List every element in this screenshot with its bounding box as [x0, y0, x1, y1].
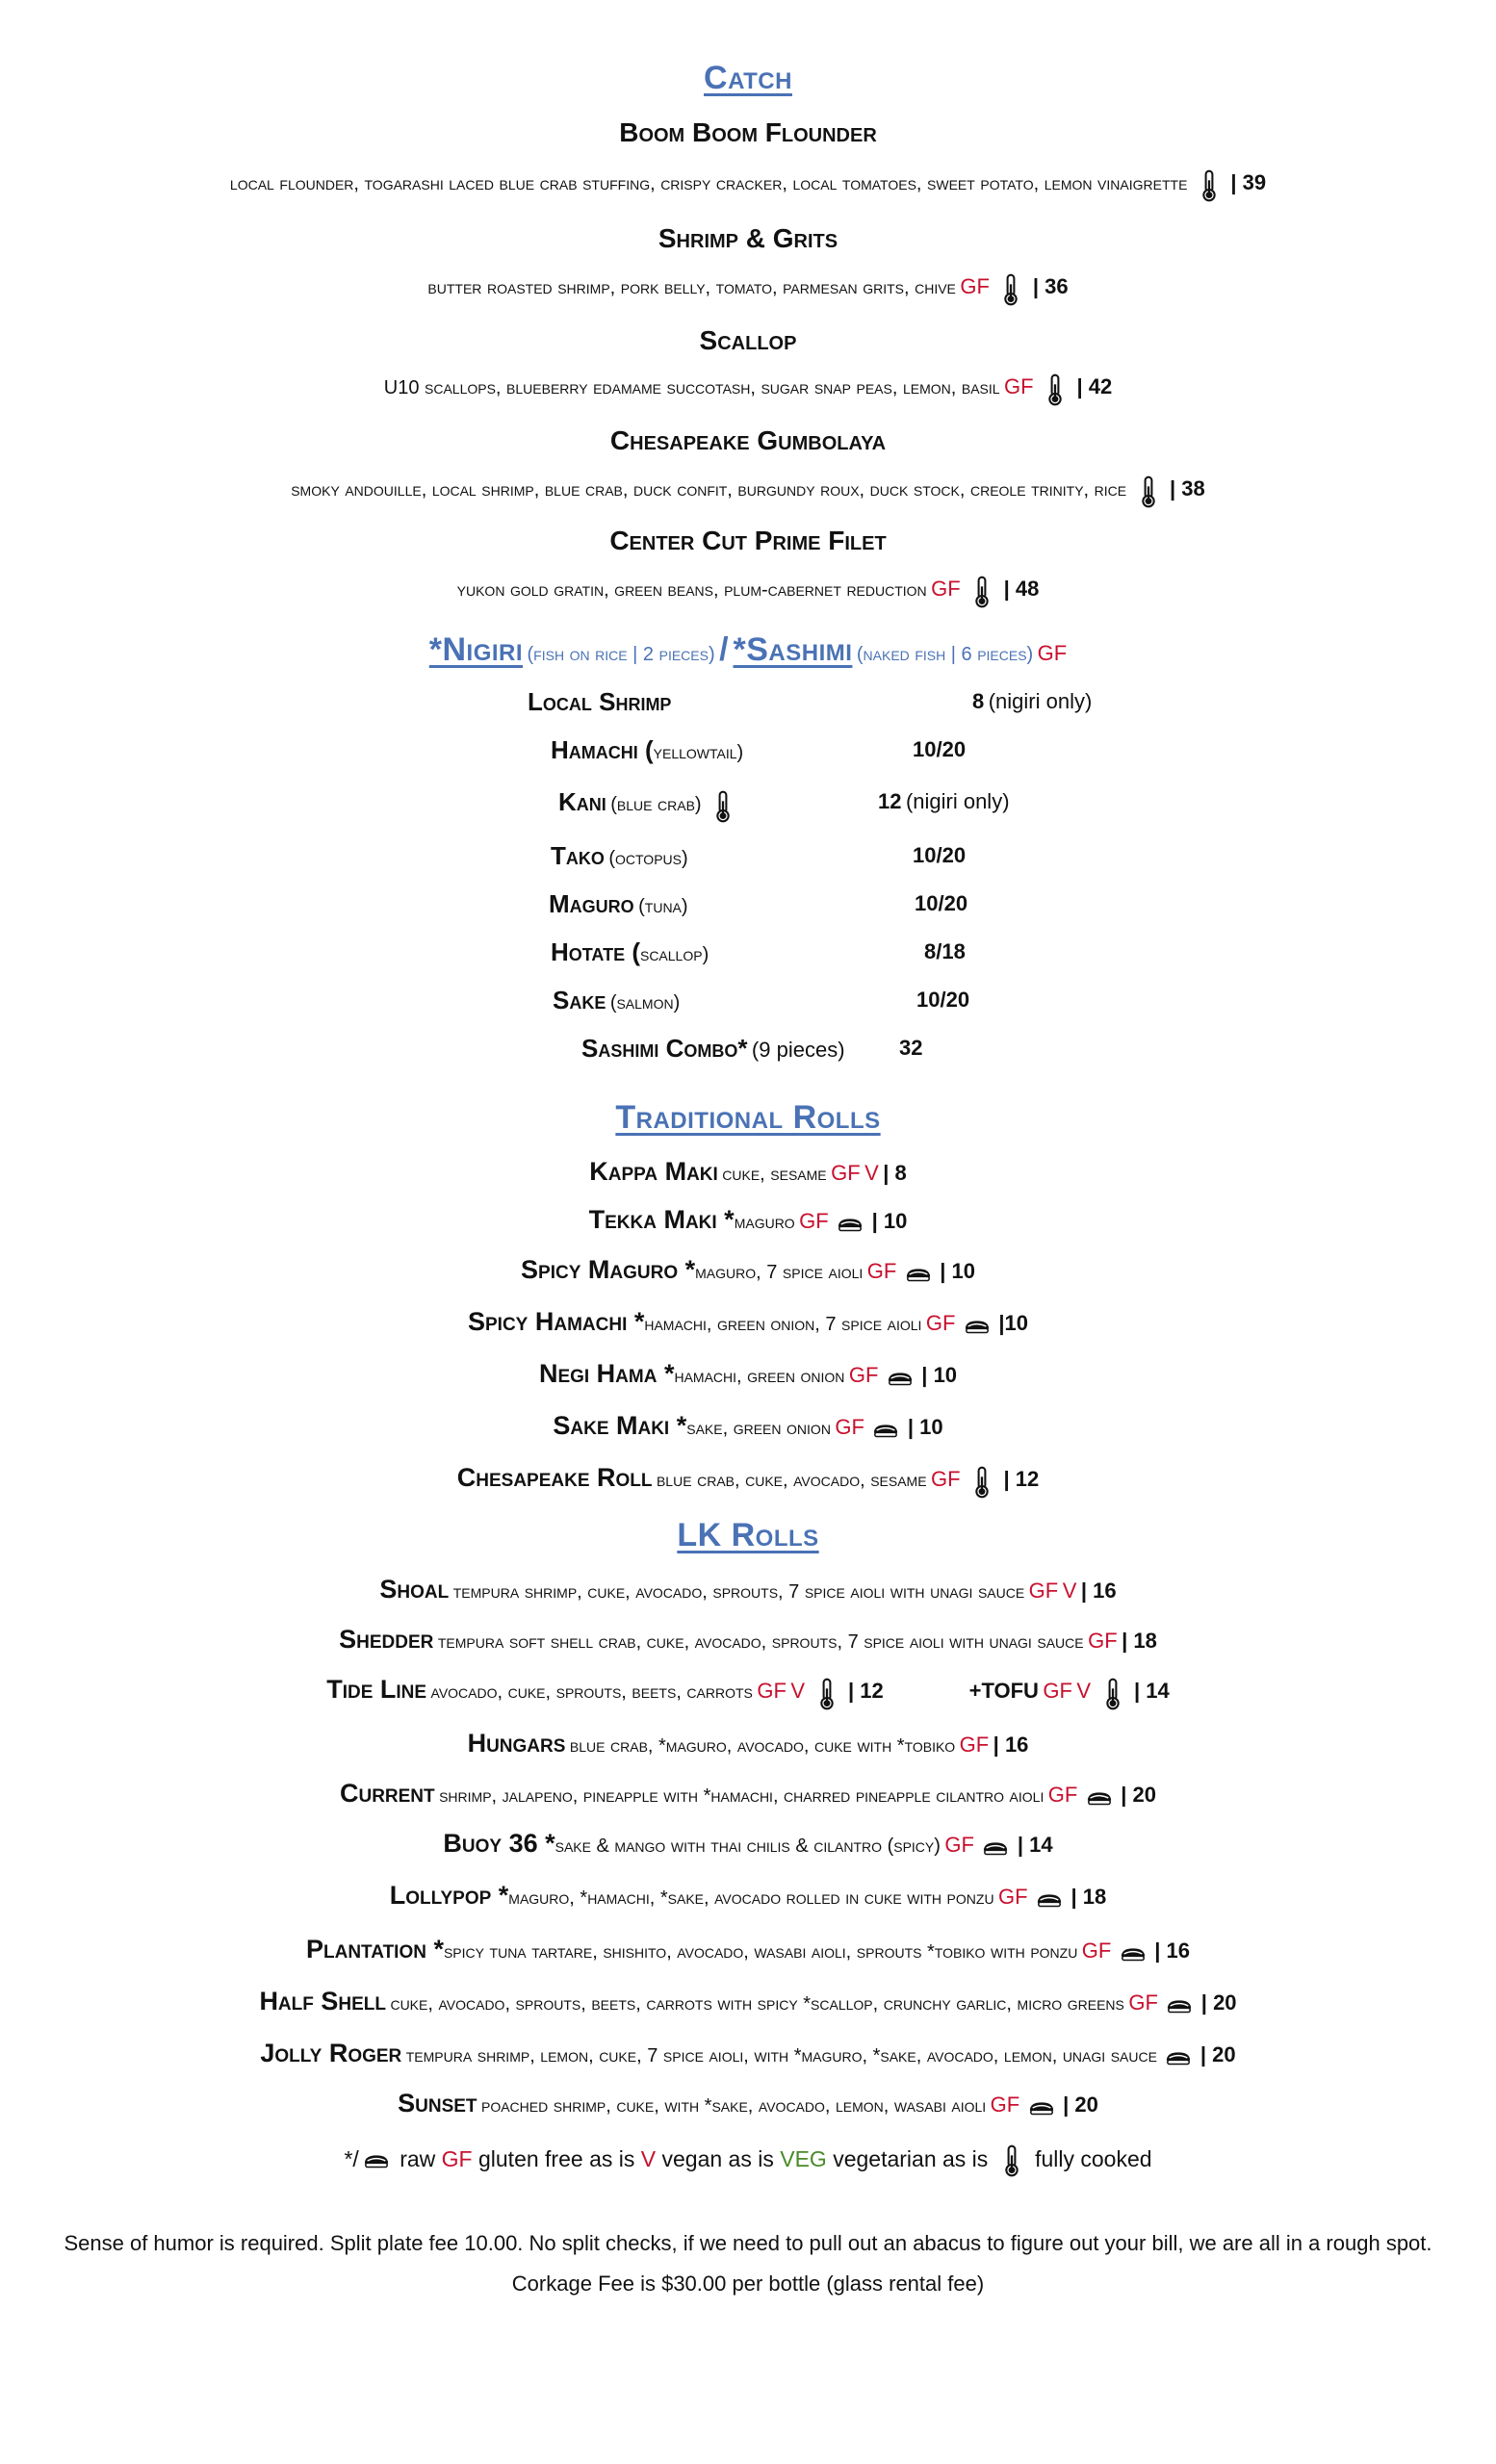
roll-name: Plantation *	[306, 1935, 444, 1964]
nigiri-item-note: scallop)	[639, 944, 709, 965]
nigiri-price-row	[972, 689, 1092, 714]
nigiri-price-row	[924, 939, 966, 964]
roll-row	[0, 1625, 1496, 1655]
gf-badge: GF	[931, 577, 961, 602]
roll-description: blue crab, *maguro, avocado, cuke with *tobiko	[569, 1735, 956, 1757]
roll-price: | 18	[1122, 1629, 1157, 1653]
roll-price: | 10	[871, 1209, 908, 1233]
nigiri-price-row	[913, 737, 966, 762]
roll-name: Negi Hama *	[538, 1359, 675, 1388]
roll-description: tempura shrimp, cuke, avocado, sprouts, 7 spice aioli with unagi sauce	[452, 1581, 1025, 1603]
roll-description: shrimp, jalapeno, pineapple with *hamachi, charred pineapple cilantro aioli	[439, 1785, 1045, 1807]
vegan-badge: V	[1062, 1578, 1077, 1603]
roll-price: | 12	[1003, 1467, 1040, 1491]
nigiri-item-price: 8	[972, 689, 985, 713]
legend-veg-text: vegetarian as is	[833, 2146, 989, 2172]
nigiri-subtitle: (fish on rice | 2 pieces)	[527, 644, 715, 665]
nigiri-item	[549, 889, 688, 919]
vegan-badge: V	[864, 1161, 879, 1185]
gf-badge: GF	[944, 1833, 974, 1857]
dish-description-row	[0, 169, 1496, 202]
nigiri-item	[553, 986, 680, 1015]
thermometer-icon	[1003, 273, 1019, 306]
roll-price: | 20	[1121, 1783, 1157, 1807]
gf-badge: GF	[931, 1467, 961, 1491]
roll-description: spicy tuna tartare, shishito, avocado, wasabi aioli, sprouts *tobiko with ponzu	[443, 1941, 1078, 1963]
sushi-icon	[905, 1266, 932, 1283]
thermometer-icon	[819, 1678, 835, 1710]
nigiri-item	[551, 937, 709, 967]
nigiri-item-note: (blue crab)	[610, 794, 702, 815]
thermometer-icon	[1141, 475, 1156, 508]
roll-row	[0, 1829, 1496, 1859]
dish-description: yukon gold gratin, green beans, plum-cabernet reduction	[456, 579, 927, 602]
dish-description: smoky andouille, local shrimp, blue crab, duck confit, burgundy roux, duck stock, creole trinity, rice	[291, 479, 1127, 501]
footer-policy: Sense of humor is required. Split plate fee 10.00. No split checks, if we need to pull out an abacus to figure out your bill, we are all in a rough spot.	[64, 2231, 1432, 2255]
dish-price: | 36	[1032, 274, 1069, 299]
roll-row	[0, 1205, 1496, 1235]
gf-badge: GF	[925, 1311, 956, 1335]
vegan-badge: V	[1076, 1679, 1092, 1703]
roll-price: | 8	[883, 1161, 907, 1185]
nigiri-item-name: Sake	[553, 986, 606, 1014]
dish-price: | 38	[1170, 476, 1205, 501]
nigiri-heading: *Nigiri	[428, 631, 524, 668]
roll-name: Sake Maki *	[553, 1411, 687, 1440]
nigiri-item-price: 10/20	[915, 891, 968, 915]
gf-badge: GF	[1047, 1783, 1078, 1807]
roll-price: | 20	[1200, 1990, 1237, 2015]
gf-badge: GF	[831, 1161, 861, 1185]
roll-name: Sunset	[398, 2089, 477, 2118]
thermometer-icon	[974, 576, 990, 608]
legend-vegan-badge: V	[640, 2146, 657, 2172]
nigiri-price-row	[878, 789, 1010, 814]
nigiri-item-name: Hamachi (	[551, 735, 654, 764]
roll-name: Spicy Maguro *	[521, 1255, 696, 1284]
roll-name: Shoal	[379, 1575, 450, 1604]
nigiri-item	[528, 687, 671, 717]
nigiri-item-price: 10/20	[913, 737, 967, 761]
roll-description: tempura shrimp, lemon, cuke, 7 spice aioli, with *maguro, *sake, avocado, lemon, unagi sauce	[405, 2045, 1157, 2066]
roll-name: Hungars	[467, 1729, 566, 1758]
sushi-icon	[363, 2152, 390, 2169]
thermometer-icon	[1105, 1678, 1121, 1710]
roll-row	[0, 1779, 1496, 1809]
roll-name: Shedder	[339, 1625, 434, 1654]
sushi-icon	[1028, 2099, 1055, 2117]
dish-description-row	[0, 475, 1496, 508]
roll-row	[0, 1255, 1496, 1285]
roll-price: | 14	[1017, 1833, 1053, 1857]
sushi-icon	[1036, 1891, 1063, 1909]
gf-badge: GF	[866, 1259, 897, 1283]
roll-description: maguro, *hamachi, *sake, avocado rolled in cuke with ponzu	[508, 1887, 994, 1909]
roll-price: | 10	[907, 1415, 943, 1439]
sushi-icon	[982, 1839, 1009, 1857]
gf-badge: GF	[998, 1885, 1028, 1909]
gf-badge: GF	[1081, 1938, 1112, 1963]
legend-raw-prefix: */	[344, 2146, 359, 2172]
thermometer-icon	[1004, 2144, 1019, 2177]
nigiri-item-note: yellowtail)	[653, 742, 744, 763]
roll-description: blue crab, cuke, avocado, sesame	[656, 1470, 927, 1491]
dish-description: local flounder, togarashi laced blue crab stuffing, crispy cracker, local tomatoes, sweet potato, lemon vinaigrette	[229, 173, 1188, 195]
sushi-icon	[1086, 1789, 1113, 1807]
roll-price: |10	[998, 1311, 1028, 1335]
gf-badge: GF	[848, 1363, 879, 1387]
dish-description: butter roasted shrimp, pork belly, tomato, parmesan grits, chive	[427, 277, 956, 299]
sushi-icon	[1120, 1945, 1147, 1963]
vegan-badge: V	[790, 1679, 806, 1703]
nigiri-item-note: (9 pieces)	[751, 1038, 845, 1062]
sashimi-subtitle: (naked fish | 6 pieces)	[856, 644, 1034, 665]
lk-rolls-heading: LK Rolls	[677, 1517, 819, 1553]
gf-badge: GF	[1043, 1679, 1072, 1703]
sushi-icon	[837, 1216, 864, 1233]
roll-row	[0, 2089, 1496, 2118]
sushi-icon	[964, 1318, 991, 1335]
sushi-icon	[887, 1370, 914, 1387]
roll-name: Kappa Maki	[589, 1157, 718, 1186]
thermometer-icon	[1201, 169, 1217, 202]
roll-description: maguro, 7 spice aioli	[695, 1262, 864, 1283]
roll-row	[0, 1881, 1496, 1911]
roll-price: | 16	[1154, 1938, 1190, 1963]
roll-price: | 20	[1063, 2092, 1098, 2117]
roll-row	[0, 1987, 1496, 2016]
dish-name: Chesapeake Gumbolaya	[609, 425, 887, 455]
gf-badge: GF	[1004, 374, 1034, 399]
roll-price: | 10	[940, 1259, 975, 1283]
roll-description: maguro	[734, 1212, 795, 1233]
legend-gf-text: gluten free as is	[477, 2146, 635, 2172]
dish-name: Shrimp & Grits	[658, 223, 838, 253]
dish-description-row	[0, 576, 1496, 608]
nigiri-price-note: (nigiri only)	[988, 689, 1093, 713]
nigiri-item-name: Sashimi Combo*	[581, 1034, 748, 1063]
roll-description: hamachi, green onion	[674, 1366, 845, 1387]
roll-row	[0, 2039, 1496, 2068]
roll-name: Buoy 36 *	[443, 1829, 555, 1858]
gf-badge: GF	[990, 2092, 1020, 2117]
roll-price: | 18	[1070, 1885, 1107, 1909]
thermometer-icon	[974, 1466, 990, 1499]
gf-badge: GF	[757, 1679, 787, 1703]
legend-raw-text: raw	[400, 2146, 436, 2172]
roll-name: Jolly Roger	[260, 2039, 402, 2067]
dish-name: Boom Boom Flounder	[619, 117, 877, 147]
gf-badge: GF	[799, 1209, 829, 1233]
footer-corkage: Corkage Fee is $30.00 per bottle (glass rental fee)	[511, 2272, 985, 2296]
roll-name: Lollypop *	[389, 1881, 509, 1910]
roll-description: hamachi, green onion, 7 spice aioli	[644, 1314, 922, 1335]
gf-badge: GF	[1037, 641, 1068, 665]
traditional-rolls-heading: Traditional Rolls	[615, 1099, 881, 1136]
nigiri-price-note: (nigiri only)	[905, 789, 1010, 813]
roll-price: | 16	[993, 1732, 1029, 1757]
nigiri-item-price: 10/20	[916, 988, 970, 1012]
nigiri-item-name: Kani	[558, 787, 606, 816]
roll-row	[0, 1675, 1496, 1710]
dish-price: | 42	[1076, 374, 1113, 399]
roll-description: sake & mango with thai chilis & cilantro (spicy)	[555, 1835, 941, 1857]
nigiri-item-price: 10/20	[913, 843, 967, 867]
roll-price: | 12	[847, 1679, 884, 1703]
roll-description: cuke, avocado, sprouts, beets, carrots with spicy *scallop, crunchy garlic, micro greens	[390, 1993, 1124, 2015]
dish-description-row	[0, 273, 1496, 306]
roll-name: Spicy Hamachi *	[468, 1307, 645, 1336]
legend-cooked-text: fully cooked	[1035, 2146, 1152, 2172]
roll-name: Half Shell	[259, 1987, 386, 2015]
roll-description: avocado, cuke, sprouts, beets, carrots	[430, 1681, 753, 1703]
legend-vegan-text: vegan as is	[661, 2146, 774, 2172]
roll-row	[0, 1729, 1496, 1758]
roll-row	[0, 1575, 1496, 1604]
nigiri-item	[558, 787, 740, 823]
nigiri-item-price: 32	[899, 1036, 923, 1060]
roll-description: cuke, sesame	[722, 1164, 827, 1185]
dish-description: U10 scallops, blueberry edamame succotash, sugar snap peas, lemon, basil	[383, 377, 1000, 399]
sushi-icon	[872, 1422, 899, 1439]
nigiri-item	[581, 1034, 845, 1064]
roll-row	[0, 1411, 1496, 1441]
roll-name: Tekka Maki *	[588, 1205, 735, 1234]
nigiri-item-name: Tako	[551, 841, 605, 870]
nigiri-item-note: (salmon)	[609, 992, 681, 1014]
roll-row	[0, 1359, 1496, 1389]
gf-badge: GF	[1088, 1629, 1118, 1653]
nigiri-price-row	[916, 988, 969, 1013]
dish-name: Center Cut Prime Filet	[609, 526, 887, 555]
nigiri-price-row	[899, 1036, 922, 1061]
roll-row	[0, 1157, 1496, 1187]
roll-description: poached shrimp, cuke, with *sake, avocado, lemon, wasabi aioli	[480, 2095, 987, 2117]
gf-badge: GF	[835, 1415, 864, 1439]
dish-name: Scallop	[699, 325, 797, 355]
nigiri-item-note: (octopus)	[608, 848, 688, 869]
nigiri-item-name: Maguro	[549, 889, 634, 918]
tofu-addon-name: +TOFU	[968, 1679, 1039, 1703]
nigiri-sashimi-heading	[0, 631, 1496, 669]
tofu-addon-price: | 14	[1134, 1679, 1170, 1703]
roll-price: | 10	[921, 1363, 958, 1387]
nigiri-price-row	[915, 891, 967, 916]
roll-name: Chesapeake Roll	[456, 1463, 653, 1492]
nigiri-item-name: Local Shrimp	[528, 687, 672, 716]
gf-badge: GF	[960, 274, 990, 299]
legend	[0, 2144, 1496, 2177]
gf-badge: GF	[1028, 1578, 1059, 1603]
sushi-icon	[1166, 1997, 1193, 2015]
gf-badge: GF	[1128, 1990, 1158, 2015]
roll-description: tempura soft shell crab, cuke, avocado, sprouts, 7 spice aioli with unagi sauce	[437, 1631, 1084, 1653]
roll-row	[0, 1307, 1496, 1337]
nigiri-price-row	[913, 843, 966, 868]
sashimi-heading: *Sashimi	[733, 631, 853, 668]
legend-veg-badge: VEG	[780, 2146, 827, 2172]
nigiri-item-name: Hotate (	[551, 937, 640, 966]
nigiri-item	[551, 735, 743, 765]
dish-description-row	[0, 373, 1496, 406]
nigiri-item	[551, 841, 688, 871]
nigiri-item-price: 8/18	[924, 939, 966, 963]
thermometer-icon	[1047, 373, 1063, 406]
legend-gf-badge: GF	[441, 2146, 473, 2172]
heading-slash: /	[719, 631, 730, 668]
nigiri-item-price: 12	[878, 789, 902, 813]
roll-row	[0, 1935, 1496, 1964]
roll-name: Tide Line	[326, 1675, 427, 1704]
sushi-icon	[1165, 2049, 1192, 2066]
roll-row	[0, 1463, 1496, 1499]
catch-heading: Catch	[704, 60, 792, 96]
dish-price: | 48	[1003, 577, 1040, 602]
thermometer-icon	[715, 790, 731, 823]
nigiri-item-note: (tuna)	[638, 896, 688, 917]
dish-price: | 39	[1230, 170, 1267, 195]
roll-description: sake, green onion	[686, 1418, 831, 1439]
roll-price: | 20	[1199, 2042, 1236, 2066]
roll-price: | 16	[1080, 1578, 1117, 1603]
gf-badge: GF	[959, 1732, 990, 1757]
roll-name: Current	[339, 1779, 435, 1808]
